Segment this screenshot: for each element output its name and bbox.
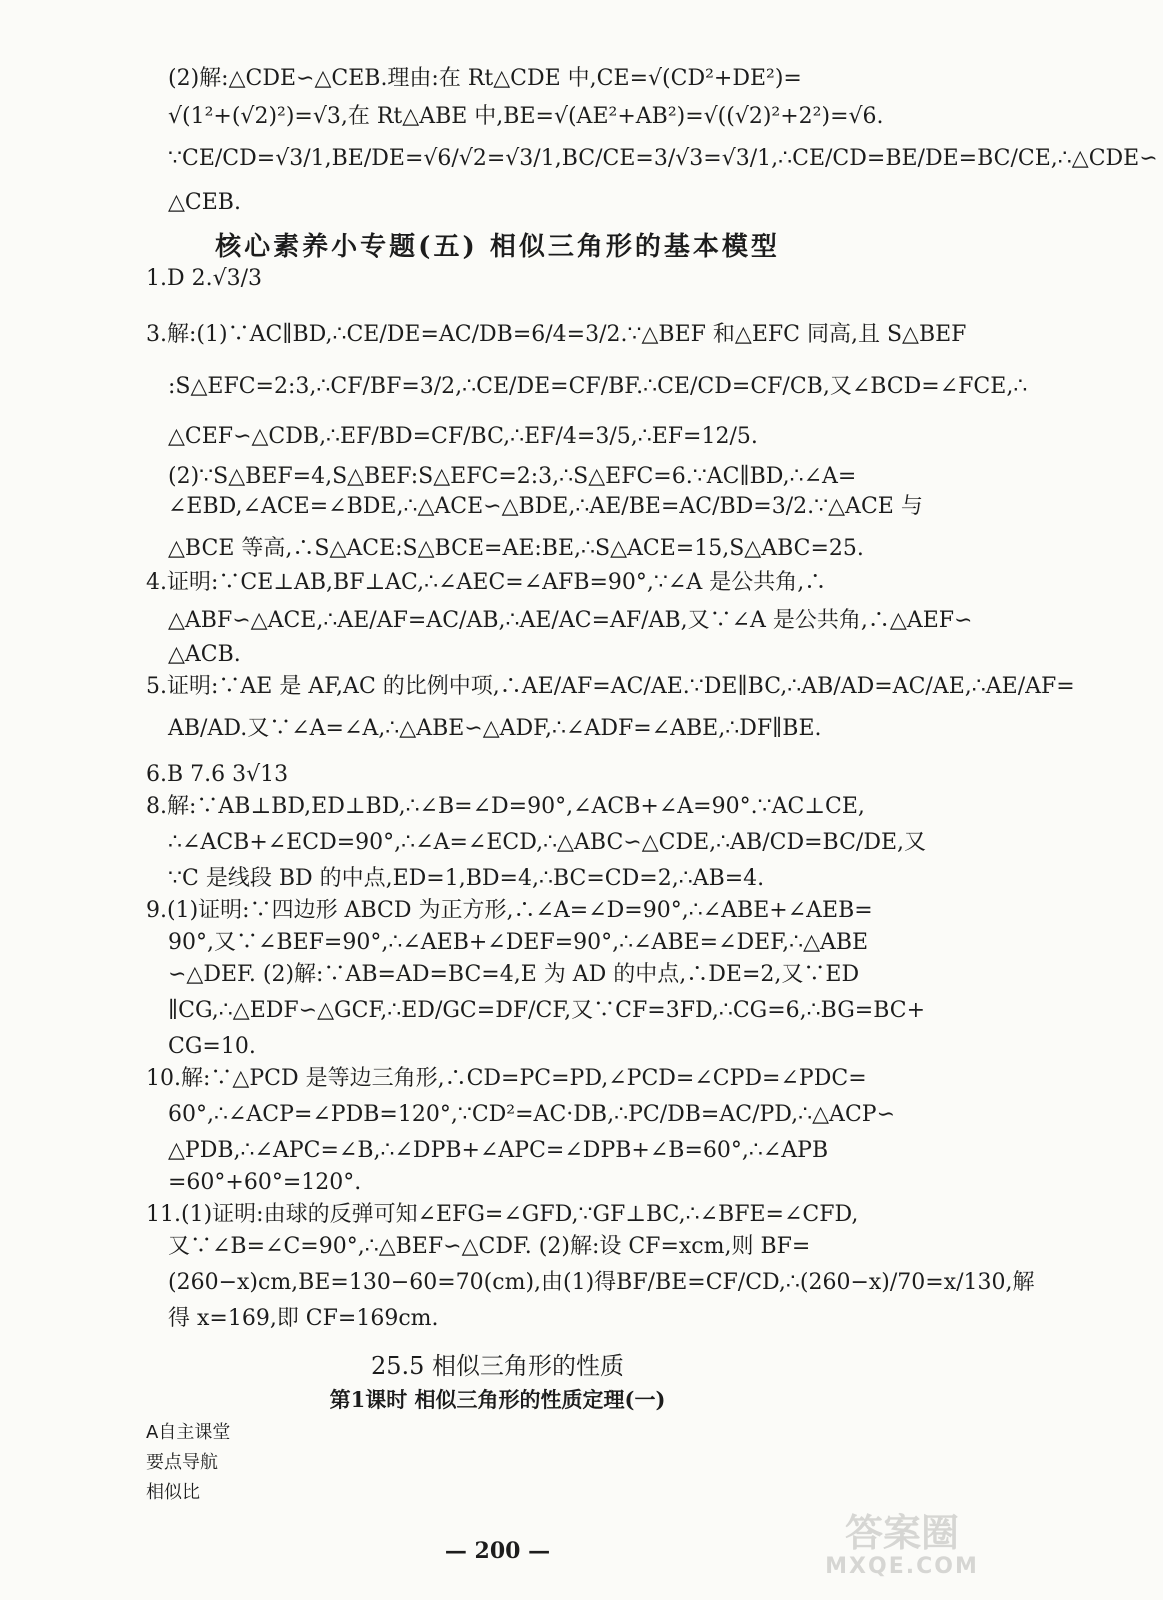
text-line: 90°,又∵∠BEF=90°,∴∠AEB+∠DEF=90°,∴∠ABE=∠DEF,∴△ABE xyxy=(168,930,869,955)
text-line: 10.解:∵△PCD 是等边三角形,∴CD=PC=PD,∠PCD=∠CPD=∠PDC= xyxy=(146,1066,867,1091)
page-number: — 200 — xyxy=(444,1538,551,1564)
text-line: △CEF∽△CDB,∴EF/BD=CF/BC,∴EF/4=3/5,∴EF=12/5. xyxy=(168,424,758,449)
text-line: (2)∵S△BEF=4,S△BEF:S△EFC=2:3,∴S△EFC=6.∵AC∥BD,∴∠A= xyxy=(168,464,857,489)
text-line: 11.(1)证明:由球的反弹可知∠EFG=∠GFD,∵GF⊥BC,∴∠BFE=∠CFD, xyxy=(146,1202,859,1227)
text-line: ∵C 是线段 BD 的中点,ED=1,BD=4,∴BC=CD=2,∴AB=4. xyxy=(168,866,765,891)
subsection-label: 要点导航 xyxy=(146,1452,218,1473)
section-heading: 核心素养小专题(五) 相似三角形的基本模型 xyxy=(215,232,780,262)
subsection-label: A自主课堂 xyxy=(146,1422,231,1443)
text-line: 3.解:(1)∵AC∥BD,∴CE/DE=AC/DB=6/4=3/2.∵△BEF 和△EFC 同高,且 S△BEF xyxy=(146,322,967,347)
text-line: △ACB. xyxy=(168,642,241,667)
text-line: CG=10. xyxy=(168,1034,256,1059)
text-line: ∵CE/CD=√3/1,BE/DE=√6/√2=√3/1,BC/CE=3/√3=√3/1,∴CE/CD=BE/DE=BC/CE,∴△CDE∽ xyxy=(168,146,1158,171)
text-line: 9.(1)证明:∵四边形 ABCD 为正方形,∴∠A=∠D=90°,∴∠ABE+∠AEB= xyxy=(146,898,873,923)
text-line: 5.证明:∵AE 是 AF,AC 的比例中项,∴AE/AF=AC/AE.∵DE∥BC,∴AB/AD=AC/AE,∴AE/AF= xyxy=(146,674,1075,699)
text-line: 4.证明:∵CE⊥AB,BF⊥AC,∴∠AEC=∠AFB=90°,∵∠A 是公共角,∴ xyxy=(146,570,827,595)
chapter-heading: 25.5 相似三角形的性质 xyxy=(370,1352,625,1380)
text-line: ∥CG,∴△EDF∽△GCF,∴ED/GC=DF/CF,又∵CF=3FD,∴CG=6,∴BG=BC+ xyxy=(168,998,926,1023)
text-line: 又∵∠B=∠C=90°,∴△BEF∽△CDF. (2)解:设 CF=xcm,则 BF= xyxy=(168,1234,811,1259)
text-line: (260−x)cm,BE=130−60=70(cm),由(1)得BF/BE=CF/CD,∴(260−x)/70=x/130,解 xyxy=(168,1270,1035,1295)
text-line: 得 x=169,即 CF=169cm. xyxy=(168,1306,439,1331)
subsection-label: 相似比 xyxy=(146,1482,200,1503)
text-line: △ABF∽△ACE,∴AE/AF=AC/AB,∴AE/AC=AF/AB,又∵∠A 是公共角,∴△AEF∽ xyxy=(168,608,973,633)
text-line: △PDB,∴∠APC=∠B,∴∠DPB+∠APC=∠DPB+∠B=60°,∴∠APB xyxy=(168,1138,829,1163)
text-line: (2)解:△CDE∽△CEB.理由:在 Rt△CDE 中,CE=√(CD²+DE²)= xyxy=(168,66,802,91)
watermark-logo: 答案圈 MXQE.COM xyxy=(825,1511,979,1579)
text-line: 6.B 7.6 3√13 xyxy=(146,762,289,787)
text-line: 8.解:∵AB⊥BD,ED⊥BD,∴∠B=∠D=90°,∠ACB+∠A=90°.∵AC⊥CE, xyxy=(146,794,865,819)
text-line: 60°,∴∠ACP=∠PDB=120°,∵CD²=AC·DB,∴PC/DB=AC/PD,∴△ACP∽ xyxy=(168,1102,896,1127)
text-line: ∴∠ACB+∠ECD=90°,∴∠A=∠ECD,∴△ABC∽△CDE,∴AB/CD=BC/DE,又 xyxy=(168,830,927,855)
lesson-heading: 第1课时 相似三角形的性质定理(一) xyxy=(329,1387,666,1412)
text-line: △CEB. xyxy=(168,190,241,215)
text-line: √(1²+(√2)²)=√3,在 Rt△ABE 中,BE=√(AE²+AB²)=√((√2)²+2²)=√6. xyxy=(168,104,884,129)
text-line: ∠EBD,∠ACE=∠BDE,∴△ACE∽△BDE,∴AE/BE=AC/BD=3/2.∵△ACE 与 xyxy=(168,494,923,519)
text-line: =60°+60°=120°. xyxy=(168,1170,362,1195)
text-line: :S△EFC=2:3,∴CF/BF=3/2,∴CE/DE=CF/BF.∴CE/CD=CF/CB,又∠BCD=∠FCE,∴ xyxy=(168,374,1028,399)
text-line: AB/AD.又∵∠A=∠A,∴△ABE∽△ADF,∴∠ADF=∠ABE,∴DF∥BE. xyxy=(168,716,822,741)
text-line: ∽△DEF. (2)解:∵AB=AD=BC=4,E 为 AD 的中点,∴DE=2,又∵ED xyxy=(168,962,860,987)
text-line: 1.D 2.√3/3 xyxy=(146,266,263,291)
text-line: △BCE 等高,∴S△ACE:S△BCE=AE:BE,∴S△ACE=15,S△ABC=25. xyxy=(168,536,864,561)
